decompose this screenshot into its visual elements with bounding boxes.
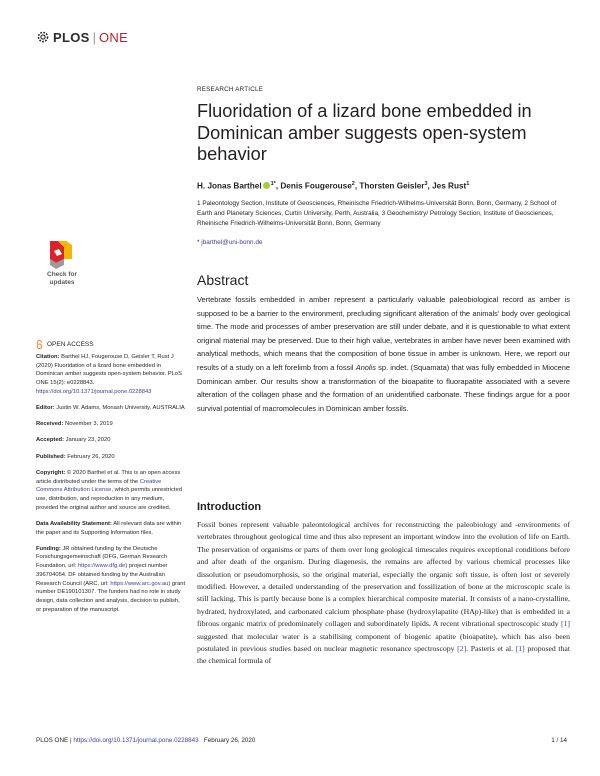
citation-label: Citation:	[36, 354, 60, 360]
funding-text: JR obtained funding by the Deutsche Forschungsgemeinschaft (DFG, German Research Foundation, url:	[36, 545, 168, 570]
intro-paragraph-part: suggested that molecular water is a stabilising component of biogenic apatite (bioapatite), which has also been postulated in previous studies based on nuclear magnetic resonance spectroscopy	[197, 631, 570, 654]
author-affiliation-mark: 3	[424, 181, 428, 187]
author-affiliation-mark: 2	[351, 181, 355, 187]
copyright-text: , which permits unrestricted use, distribution, and reproduction in any medium, provided the original author and source are credited.	[36, 487, 182, 511]
reference-link[interactable]: [1]	[560, 619, 570, 629]
received-block	[36, 420, 186, 429]
received-date: November 3, 2019	[63, 421, 113, 428]
author-name[interactable]: , Denis Fougerouse	[275, 181, 352, 191]
abstract-heading: Abstract	[197, 272, 249, 288]
funding-block	[36, 545, 186, 615]
accepted-block	[36, 436, 186, 445]
article-title: Fluoridation of a lizard bone embedded in Dominican amber suggests open-system behavior	[197, 101, 532, 164]
footer-doi-link[interactable]: https://doi.org/10.1371/journal.pone.0228843	[73, 737, 199, 744]
editor-label: Editor:	[36, 405, 55, 412]
introduction-text	[197, 519, 570, 668]
abstract-part: sp. indet. (Squamata) that was fully embedded in Miocene Dominican amber. Our results show a transformation of the bioapatite to fluorapatite associated with a severe alteration of the collagen phase and the formation of an unidentified carbonate. These findings argue for a poor survival potential of macromolecules in Dominican amber fossils.	[197, 362, 571, 413]
abstract-text	[197, 293, 570, 415]
article-metadata-sidebar	[36, 353, 186, 622]
copyright-text: © 2020 Barthel et al. This is an open access article distributed under the terms of the	[36, 469, 181, 485]
article-type: RESEARCH ARTICLE	[197, 86, 264, 93]
published-block	[36, 453, 186, 462]
corresponding-mark: *	[197, 239, 200, 246]
author-name[interactable]: , Thorsten Geisler	[354, 181, 425, 191]
published-label: Published:	[36, 453, 66, 460]
funding-label: Funding:	[36, 545, 61, 552]
intro-paragraph-part: proposed that the chemical formula of	[197, 644, 570, 666]
check-for-updates-label[interactable]: Check for updates	[47, 271, 77, 286]
abstract-genus: Anolis	[355, 362, 376, 372]
arc-link[interactable]: https://www.arc.gov.au	[110, 580, 169, 587]
page-number: 1 / 14	[551, 737, 567, 744]
intro-paragraph-part: . Pasteris et al.	[466, 644, 516, 654]
affiliations: 1 Paleontology Section, Institute of Geosciences, Rheinische Friedrich-Wilhelms-Universität Bonn, Bonn, Germany, 2 School of Earth and Planetary Sciences, Curtin University, Perth, Australia, 3 Geochemistry/ Petrology Section, Institute of Geosciences, Rheinische Friedrich-Wilhelms-Universität Bonn, Bonn, Germany	[197, 200, 557, 228]
accepted-label: Accepted:	[36, 437, 65, 444]
editor-block	[36, 404, 186, 413]
author-name[interactable]: H. Jonas Barthel	[197, 181, 262, 191]
page-footer	[36, 737, 567, 744]
introduction-heading: Introduction	[197, 501, 262, 513]
intro-paragraph-part: Fossil bones represent valuable paleontological archives for reconstructing the paleobiology and -environments of vertebrates throughout geological time and thus also represent an important window into the evolution of life on Earth. The preservation of organisms or parts of them over long geological timescales requires exceptional conditions before and after death of the organism. During diagenesis, the remains are affected by various chemical processes like dissolution or pseudomorphosis, so the original material, especially the organic soft tissue, is often lost or severely modified. However, a detailed understanding of the preservation and fossilization of bone at the microscopic scale is still lacking. This is partly because bone is a complex hierarchical composite material. It consists of a nano-crystalline, hydrated, hydroxylated, and carbonated calcium phosphate phase (hydroxylapatite (HAp)-like) that is embedded in a fibrous organic matrix of predominately collagen and subordinately lipids. A recent vibrational spectroscopic study	[197, 520, 570, 629]
logo-one-text: ONE	[99, 29, 129, 45]
funding-text: ) grant number DE190101307. The funders had no role in study design, data collection and analysis, decision to publish, or preparation of the manuscript.	[36, 580, 186, 613]
received-label: Received:	[36, 421, 64, 428]
author-name[interactable]: , Jes Rust	[427, 181, 467, 191]
journal-logo[interactable]	[36, 28, 128, 46]
accepted-date: January 23, 2020	[64, 437, 111, 444]
copyright-block	[36, 469, 186, 513]
open-access-badge	[36, 340, 94, 349]
author-affiliation-mark: 1*	[270, 181, 276, 187]
copyright-label: Copyright:	[36, 469, 66, 476]
citation-text: Barthel HJ, Fougerouse D, Geisler T, Rust J (2020) Fluoridation of a lizard bone embedded in Dominican amber suggests open-system behavior. PLoS ONE 15(2): e0228843.	[36, 354, 182, 387]
corresponding-author	[197, 239, 263, 246]
open-access-label: OPEN ACCESS	[47, 341, 94, 348]
data-availability-text: All relevant data are within the paper and its Supporting Information files.	[36, 520, 182, 536]
author-list	[197, 181, 469, 191]
dfg-link[interactable]: https://www.dfg.de	[77, 563, 126, 570]
author-affiliation-mark: 1	[466, 181, 470, 187]
data-availability-block	[36, 520, 186, 537]
data-availability-label: Data Availability Statement:	[36, 520, 112, 527]
abstract-part: Vertebrate fossils embedded in amber represent a particularly valuable paleobiological record as amber is supposed to be a barrier to the environment, precluding significant alteration of the animals' body over geological time. The mode and processes of amber preservation are still under debate, and it is questionable to what extent original material may be preserved. Due to their high value, vertebrates in amber have never been examined with analytical methods, which means that the composition of bone tissue in amber is unknown. Here, we report our results of a study on a left forelimb from a fossil	[197, 295, 570, 372]
orcid-icon[interactable]	[263, 182, 270, 189]
license-link[interactable]: Creative Commons Attribution License	[36, 478, 162, 494]
citation-block	[36, 353, 186, 397]
open-lock-icon	[36, 340, 43, 349]
published-date: February 26, 2020	[65, 453, 115, 460]
logo-separator: |	[92, 29, 96, 45]
funding-text: ) project number 396704054. DF obtained funding by the Australian Research Council (ARC, url:	[36, 563, 168, 587]
footer-date: February 26, 2020	[198, 737, 256, 744]
logo-plos-text: PLOS	[53, 29, 90, 45]
editor-text: Justin W. Adams, Monash University, AUSTRALIA	[54, 405, 185, 412]
footer-citation	[36, 737, 255, 744]
citation-doi-link[interactable]: https://doi.org/10.1371/journal.pone.0228843	[36, 388, 152, 395]
reference-link[interactable]: [1]	[515, 644, 525, 654]
plos-gear-icon	[36, 30, 50, 44]
reference-link[interactable]: [2]	[457, 644, 467, 654]
footer-separator: |	[68, 737, 74, 744]
footer-journal: PLOS ONE	[36, 737, 69, 744]
corresponding-email-link[interactable]: jbarthel@uni-bonn.de	[201, 239, 263, 246]
